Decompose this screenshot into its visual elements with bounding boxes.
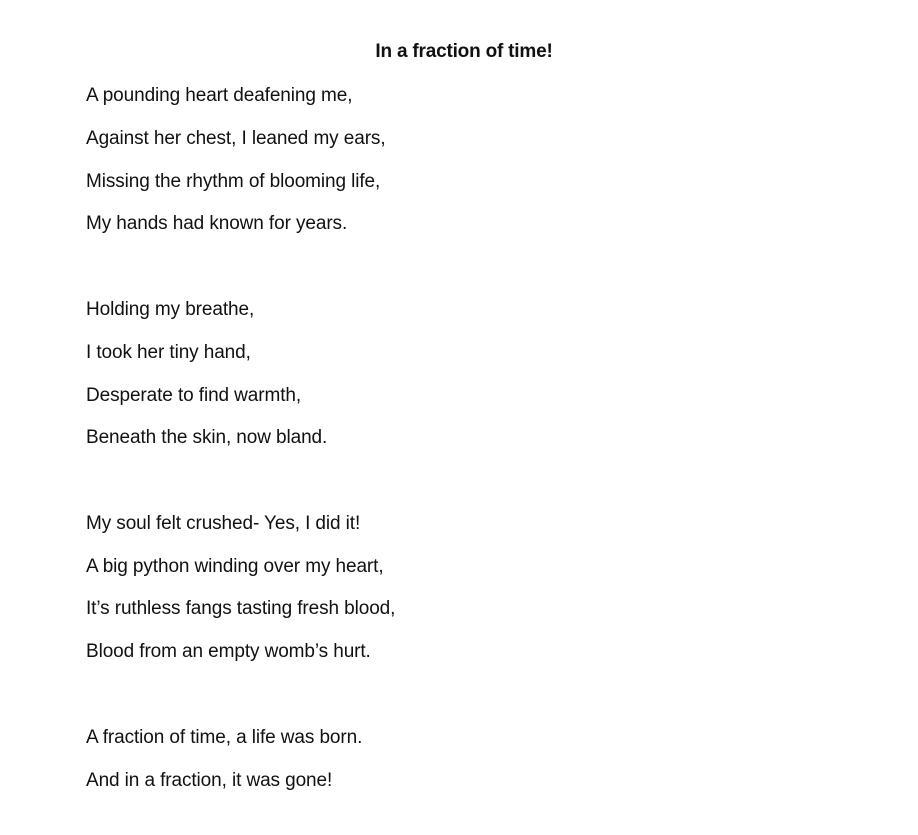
poem-line: And in a fraction, it was gone!: [86, 770, 333, 791]
poem-line: Blood from an empty womb’s hurt.: [86, 641, 371, 662]
poem-line: A big python winding over my heart,: [86, 556, 384, 577]
poem-line: Desperate to find warmth,: [86, 385, 302, 406]
poem-line: Beneath the skin, now bland.: [86, 427, 328, 448]
poem-line: Holding my breathe,: [86, 299, 255, 320]
poem-line: It’s ruthless fangs tasting fresh blood,: [86, 598, 396, 619]
poem-title: In a fraction of time!: [375, 41, 553, 62]
poem-line: A pounding heart deafening me,: [86, 85, 353, 106]
poem-line: Against her chest, I leaned my ears,: [86, 128, 386, 149]
poem-line: I took her tiny hand,: [86, 342, 251, 363]
poem-line: My soul felt crushed- Yes, I did it!: [86, 513, 361, 534]
poem-line: A fraction of time, a life was born.: [86, 727, 363, 748]
poem-line: Missing the rhythm of blooming life,: [86, 171, 381, 192]
poem-line: My hands had known for years.: [86, 213, 348, 234]
